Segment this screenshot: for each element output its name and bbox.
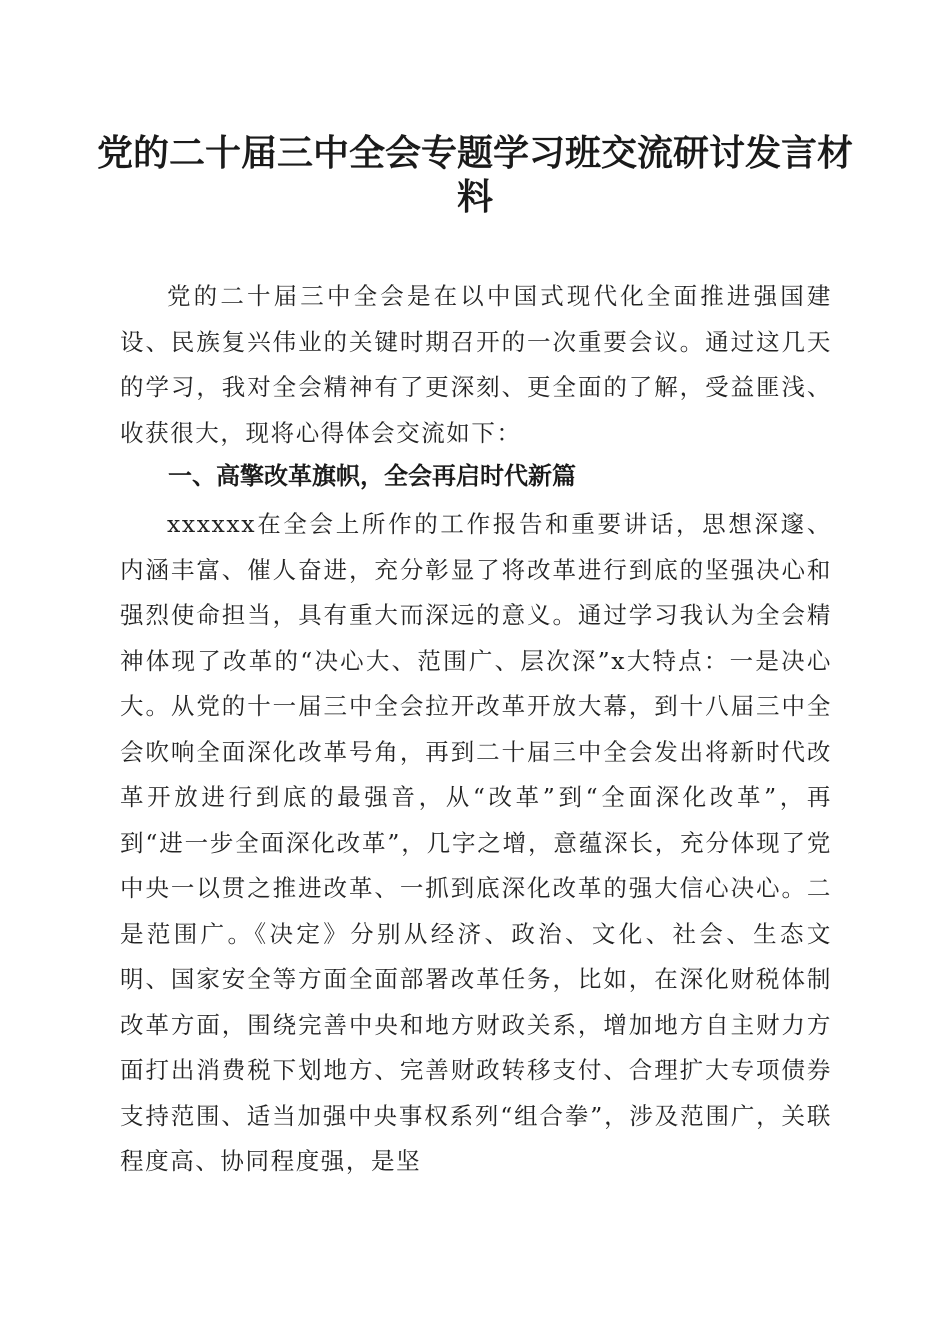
document-title: 党的二十届三中全会专题学习班交流研讨发言材料: [96, 132, 853, 218]
section-heading-1: 一、高擎改革旗帜，全会再启时代新篇: [168, 462, 576, 490]
section-1-paragraph: xxxxxx在全会上所作的工作报告和重要讲话，思想深邃、内涵丰富、催人奋进，充分彰显了将改革进行到底的坚强决心和强烈使命担当，具有重大而深远的意义。通过学习我认为全会精神体现了改革的“决心大、范围广、层次深”x大特点：一是决心大。从党的十一届三中全会拉开改革开放大幕，到十八届三中全会吹响全面深化改革号角，再到二十届三中全会发出将新时代改革开放进行到底的最强音，从“改革”到“全面深化改革”，再到“进一步全面深化改革”，几字之增，意蕴深长，充分体现了党中央一以贯之推进改革、一抓到底深化改革的强大信心决心。二是范围广。《决定》分别从经济、政治、文化、社会、生态文明、国家安全等方面全面部署改革任务，比如，在深化财税体制改革方面，围绕完善中央和地方财政关系，增加地方自主财力方面打出消费税下划地方、完善财政转移支付、合理扩大专项债券支持范围、适当加强中央事权系列“组合拳”，涉及范围广，关联程度高、协同程度强，是坚: [120, 510, 832, 1175]
intro-paragraph: 党的二十届三中全会是在以中国式现代化全面推进强国建设、民族复兴伟业的关键时期召开的一次重要会议。通过这几天的学习，我对全会精神有了更深刻、更全面的了解，受益匪浅、收获很大，现将心得体会交流如下：: [120, 282, 832, 447]
